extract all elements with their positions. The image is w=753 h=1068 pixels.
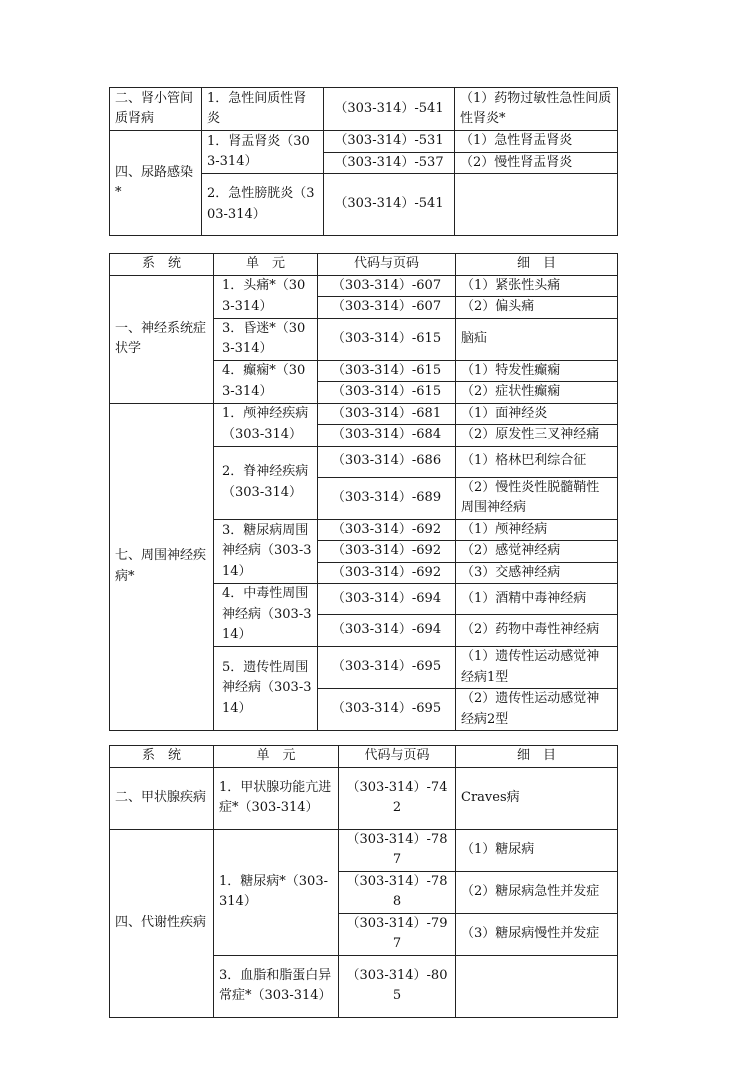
column-header: 单 元 bbox=[214, 746, 339, 768]
detail-cell: （1）急性肾盂肾炎 bbox=[455, 131, 618, 153]
unit-cell: 4．中毒性周围神经病（303-314） bbox=[214, 584, 318, 647]
code-cell: （303-314）-615 bbox=[318, 360, 456, 382]
code-cell: （303-314）-694 bbox=[318, 615, 456, 647]
column-header: 代码与页码 bbox=[339, 746, 456, 768]
code-cell: （303-314）-681 bbox=[318, 403, 456, 425]
table-row bbox=[110, 275, 618, 297]
code-cell: （303-314）-531 bbox=[324, 131, 455, 153]
unit-cell: 5．遗传性周围神经病（303-314） bbox=[214, 647, 318, 731]
unit-cell: 2．脊神经疾病（303-314） bbox=[214, 446, 318, 519]
code-cell: （303-314）-695 bbox=[318, 689, 456, 731]
system-cell: 七、周围神经疾病* bbox=[110, 403, 214, 731]
code-cell: （303-314）-541 bbox=[324, 174, 455, 236]
unit-cell: 1．头痛*（303-314） bbox=[214, 275, 318, 318]
code-cell: （303-314）-692 bbox=[318, 541, 456, 563]
unit-cell: 1．颅神经疾病（303-314） bbox=[214, 403, 318, 446]
detail-cell: （2）遗传性运动感觉神经病2型 bbox=[456, 689, 618, 731]
unit-cell: 3．昏迷*（303-314） bbox=[214, 318, 318, 360]
code-cell: （303-314）-797 bbox=[339, 913, 456, 955]
code-cell: （303-314）-692 bbox=[318, 519, 456, 541]
detail-cell: （1）格林巴利综合征 bbox=[456, 446, 618, 477]
table-row bbox=[110, 829, 618, 871]
detail-cell: （3）交感神经病 bbox=[456, 562, 618, 584]
system-cell: 一、神经系统症状学 bbox=[110, 275, 214, 403]
detail-cell: （2）症状性癫痫 bbox=[456, 382, 618, 404]
detail-cell: （2）偏头痛 bbox=[456, 297, 618, 319]
code-cell: （303-314）-692 bbox=[318, 562, 456, 584]
column-header: 系 统 bbox=[110, 746, 214, 768]
header-row bbox=[110, 746, 618, 768]
detail-cell bbox=[456, 955, 618, 1017]
detail-cell: （2）药物中毒性神经病 bbox=[456, 615, 618, 647]
detail-cell: （3）糖尿病慢性并发症 bbox=[456, 913, 618, 955]
kidney-disease-table bbox=[109, 87, 618, 236]
detail-cell: （1）遗传性运动感觉神经病1型 bbox=[456, 647, 618, 689]
code-cell: （303-314）-615 bbox=[318, 318, 456, 360]
code-cell: （303-314）-615 bbox=[318, 382, 456, 404]
column-header: 单 元 bbox=[214, 254, 318, 276]
code-cell: （303-314）-805 bbox=[339, 955, 456, 1017]
code-cell: （303-314）-689 bbox=[318, 477, 456, 519]
detail-cell: （1）特发性癫痫 bbox=[456, 360, 618, 382]
system-cell: 四、尿路感染* bbox=[110, 131, 202, 236]
table-row bbox=[110, 403, 618, 425]
unit-cell: 3．血脂和脂蛋白异常症*（303-314） bbox=[214, 955, 339, 1017]
column-header: 系 统 bbox=[110, 254, 214, 276]
detail-cell: （2）慢性肾盂肾炎 bbox=[455, 152, 618, 174]
neuro-disease-table bbox=[109, 253, 618, 731]
detail-cell: Craves病 bbox=[456, 767, 618, 829]
code-cell: （303-314）-787 bbox=[339, 829, 456, 871]
detail-cell: （1）颅神经病 bbox=[456, 519, 618, 541]
column-header: 代码与页码 bbox=[318, 254, 456, 276]
unit-cell: 1．肾盂肾炎（303-314） bbox=[202, 131, 324, 174]
unit-cell: 1．甲状腺功能亢进症*（303-314） bbox=[214, 767, 339, 829]
detail-cell: （2）糖尿病急性并发症 bbox=[456, 871, 618, 913]
detail-cell: （1）面神经炎 bbox=[456, 403, 618, 425]
column-header: 细 目 bbox=[456, 254, 618, 276]
table-row bbox=[110, 88, 618, 131]
unit-cell: 1．急性间质性肾炎 bbox=[202, 88, 324, 131]
detail-cell: （1）糖尿病 bbox=[456, 829, 618, 871]
code-cell: （303-314）-607 bbox=[318, 275, 456, 297]
column-header: 细 目 bbox=[456, 746, 618, 768]
detail-cell: （2）感觉神经病 bbox=[456, 541, 618, 563]
system-cell: 二、肾小管间质肾病 bbox=[110, 88, 202, 131]
detail-cell: （1）酒精中毒神经病 bbox=[456, 584, 618, 615]
code-cell: （303-314）-788 bbox=[339, 871, 456, 913]
unit-cell: 1．糖尿病*（303-314） bbox=[214, 829, 339, 955]
unit-cell: 2．急性膀胱炎（303-314） bbox=[202, 174, 324, 236]
header-row bbox=[110, 254, 618, 276]
detail-cell: 脑疝 bbox=[456, 318, 618, 360]
table-row bbox=[110, 131, 618, 153]
code-cell: （303-314）-684 bbox=[318, 425, 456, 447]
unit-cell: 4．癫痫*（303-314） bbox=[214, 360, 318, 403]
detail-cell: （2）原发性三叉神经痛 bbox=[456, 425, 618, 447]
code-cell: （303-314）-694 bbox=[318, 584, 456, 615]
detail-cell: （1）紧张性头痛 bbox=[456, 275, 618, 297]
system-cell: 二、甲状腺疾病 bbox=[110, 767, 214, 829]
detail-cell: （2）慢性炎性脱髓鞘性周围神经病 bbox=[456, 477, 618, 519]
code-cell: （303-314）-541 bbox=[324, 88, 455, 131]
table-row bbox=[110, 767, 618, 829]
detail-cell bbox=[455, 174, 618, 236]
code-cell: （303-314）-686 bbox=[318, 446, 456, 477]
code-cell: （303-314）-742 bbox=[339, 767, 456, 829]
system-cell: 四、代谢性疾病 bbox=[110, 829, 214, 1017]
code-cell: （303-314）-695 bbox=[318, 647, 456, 689]
code-cell: （303-314）-607 bbox=[318, 297, 456, 319]
unit-cell: 3．糖尿病周围神经病（303-314） bbox=[214, 519, 318, 584]
endocrine-disease-table bbox=[109, 745, 618, 1018]
code-cell: （303-314）-537 bbox=[324, 152, 455, 174]
detail-cell: （1）药物过敏性急性间质性肾炎* bbox=[455, 88, 618, 131]
